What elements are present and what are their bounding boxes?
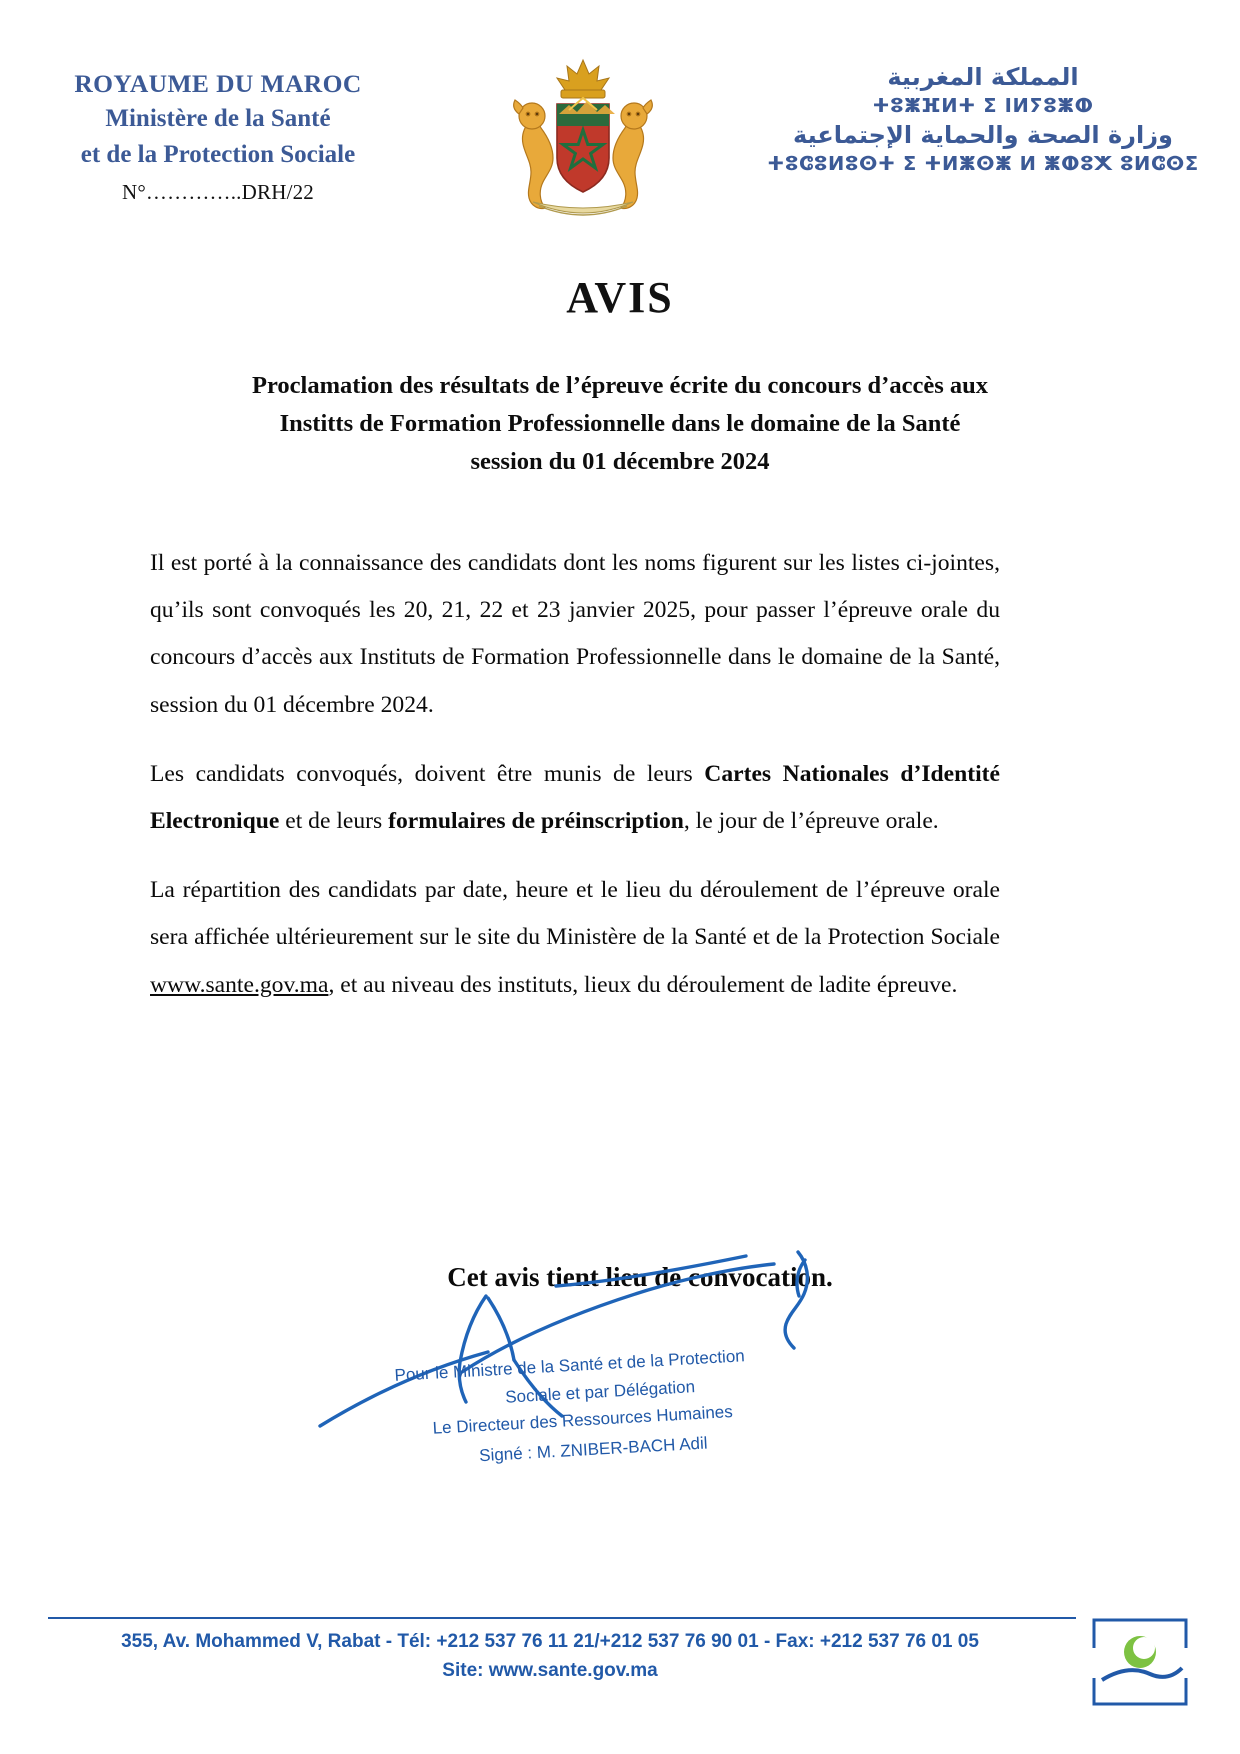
subtitle-line-1: Proclamation des résultats de l’épreuve écrite du concours d’accès aux (251, 372, 989, 399)
paragraph-2-bold-1: Cartes Nationales d’Identité Electronique (150, 760, 1000, 834)
document-body (150, 540, 1000, 1009)
convocation-note: Cet avis tient lieu de convocation. (447, 1262, 833, 1292)
subtitle-line-3: session du 01 décembre 2024 (470, 447, 770, 475)
paragraph-3 (150, 867, 1000, 1009)
document-subtitle (150, 367, 1090, 481)
ministry-title-line2: et de la Protection Sociale (80, 140, 356, 168)
paragraph-2-segment-1: Les candidats convoqués, doivent être munis de leurs (150, 760, 705, 787)
paragraph-3-segment-1: La répartition des candidats par date, heure et le lieu du déroulement de l’épreuve orale sera affichée ultérieurement sur le site du Ministère de la Santé et de la Protection Sociale (150, 877, 1000, 951)
kingdom-title: ROYAUME DU MAROC (74, 69, 362, 98)
document-reference: N°…………..DRH/22 (121, 180, 315, 205)
paragraph-2-segment-2: et de leurs (279, 807, 389, 834)
footer-divider (48, 1617, 1076, 1619)
ministry-title-tifinagh: ⵜⵓⵛⵓⵍⵓⵙⵜ ⵉ ⵜⵍⵥⵙⵥ ⵍ ⵥⵀⵓⵅ ⵓⵍⵛⵙⵉ (767, 151, 1199, 175)
footer-address: 355, Av. Mohammed V, Rabat - Tél: +212 537 76 11 21/+212 537 76 90 01 - Fax: +212 537 76 01 05 (121, 1631, 979, 1652)
ministry-title-arabic: وزارة الصحة والحماية الإجتماعية (793, 120, 1173, 149)
kingdom-title-arabic: المملكة المغربية (887, 63, 1079, 91)
page-title: AVIS (566, 273, 674, 322)
paragraph-1 (150, 540, 1000, 729)
stamp-line-2: Sociale et par Délégation (504, 1376, 696, 1407)
ministry-logo-icon (1088, 1614, 1192, 1710)
footer-contact (30, 1628, 1070, 1685)
paragraph-1-text: Il est porté à la connaissance des candidats dont les noms figurent sur les listes ci-jointes, qu’ils sont convoqués les 20, 21, 22 et 23 janvier 2025, pour passer l’épreuve orale du concours d’accès aux Instituts de Formation Professionnelle dans le domaine de la Santé, session du 01 décembre 2024. (150, 550, 1000, 718)
paragraph-3-segment-2: , et au niveau des instituts, lieux du déroulement de ladite épreuve. (328, 971, 958, 998)
header-french-block (18, 52, 418, 205)
paragraph-2-bold-2: formulaires de préinscription (388, 807, 684, 834)
footer-website: Site: www.sante.gov.ma (442, 1659, 658, 1681)
header-arabic-block (748, 52, 1218, 177)
ministry-title-line1: Ministère de la Santé (105, 105, 331, 133)
paragraph-2 (150, 751, 1000, 845)
stamp-line-3: Le Directeur des Ressources Humaines (432, 1402, 734, 1438)
stamp-signatory: Signé : M. ZNIBER-BACH Adil (478, 1433, 708, 1465)
ministry-website-link[interactable]: www.sante.gov.ma (150, 971, 329, 998)
coat-of-arms-icon (496, 52, 671, 239)
paragraph-2-segment-3: , le jour de l’épreuve orale. (683, 807, 939, 834)
document-header (0, 52, 1240, 242)
kingdom-title-tifinagh: ⵜⵓⵥⴼⵍⵜ ⵉ ⵏⵍⵢⵓⵥⵀ (872, 94, 1094, 118)
signature-stamp (389, 1342, 755, 1474)
subtitle-line-2: Institts de Formation Professionnelle dans le domaine de la Santé (279, 409, 961, 437)
stamp-line-1: Pour le Ministre de la Santé et de la Protection (394, 1346, 746, 1385)
